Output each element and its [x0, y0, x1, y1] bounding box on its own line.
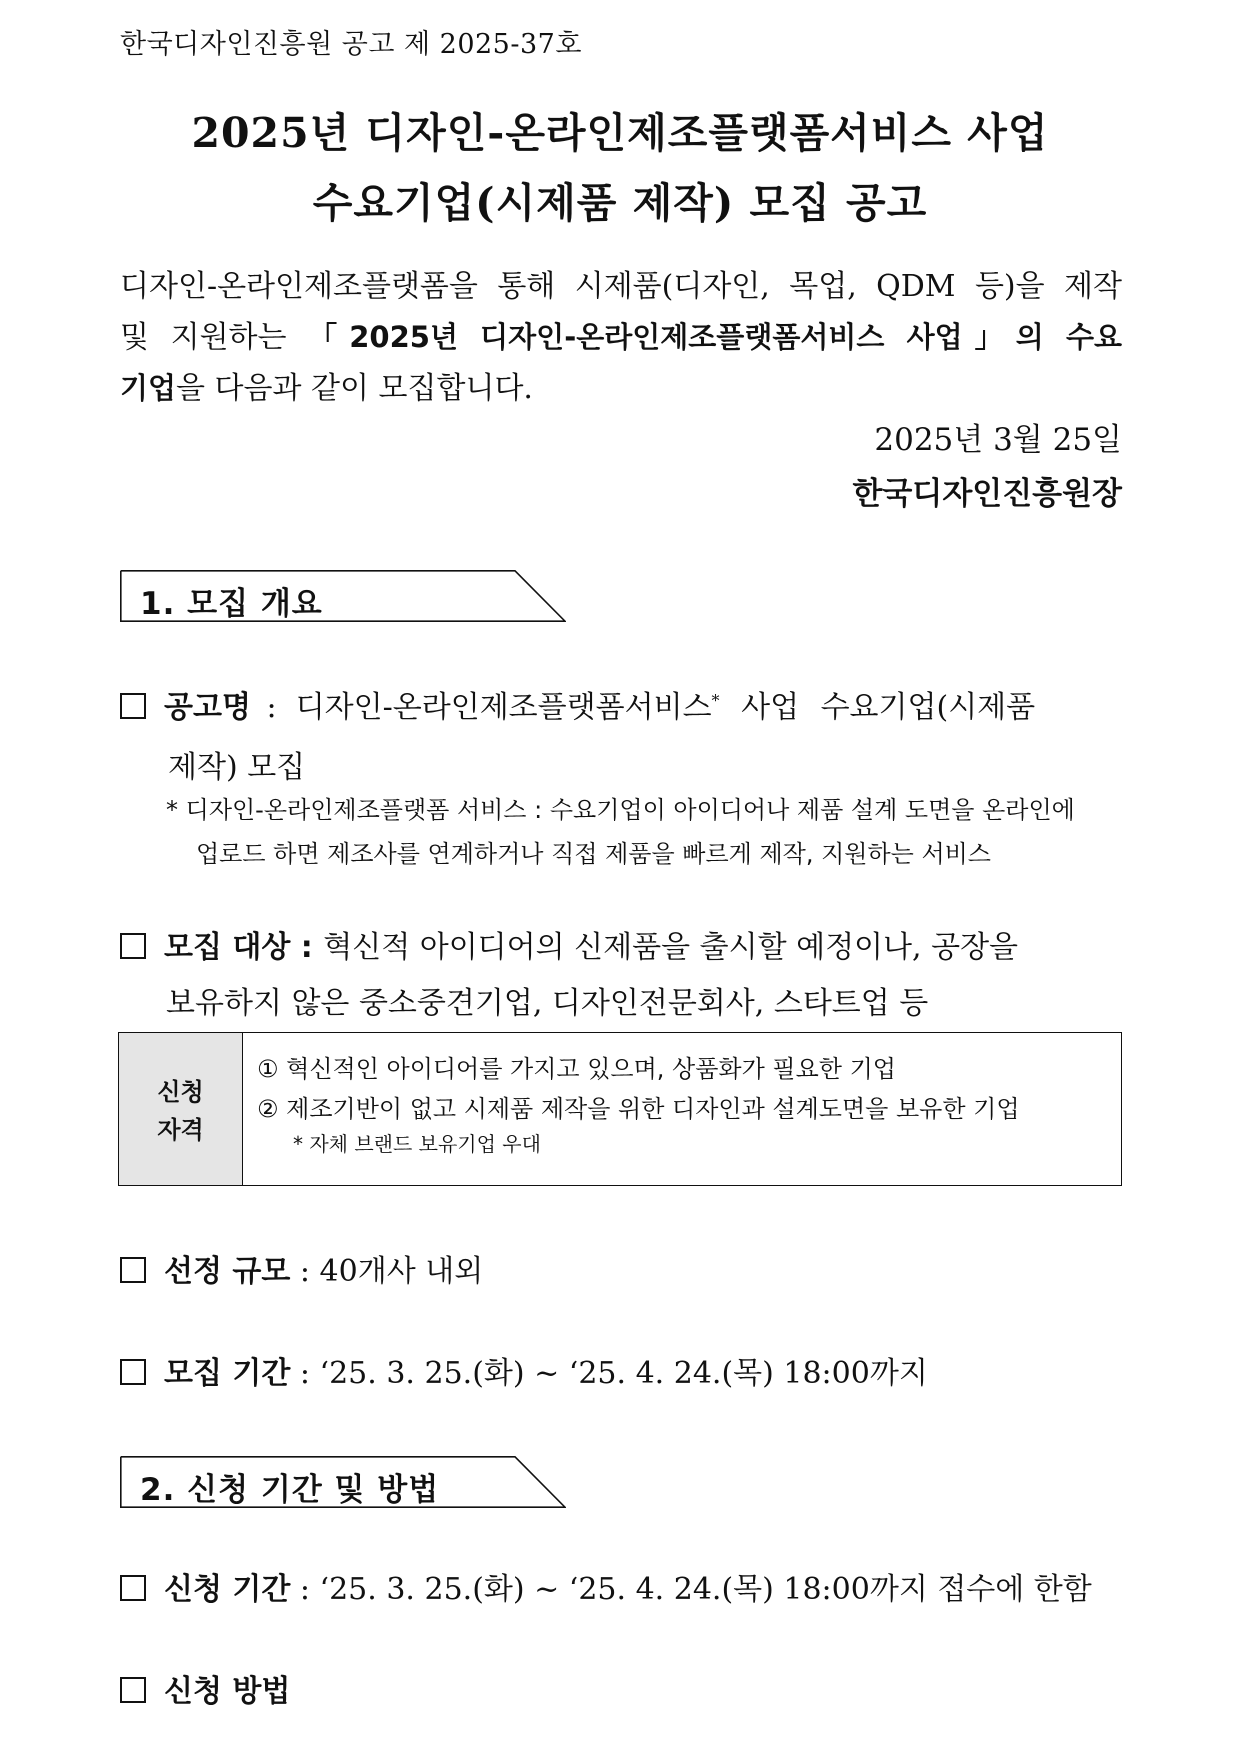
qualification-header-line2: 자격	[157, 1116, 204, 1144]
footnote-marker: *	[711, 691, 720, 710]
footnote-line1: * 디자인-온라인제조플랫폼 서비스 : 수요기업이 아이디어나 제품 설계 도면을 온라인에	[166, 796, 1075, 824]
qualification-table	[118, 1032, 1122, 1186]
checkbox-icon	[120, 693, 146, 719]
intro-line3-text: 을 다음과 같이 모집합니다.	[176, 371, 533, 406]
notice-name-value-rest: 사업 수요기업(시제품	[719, 690, 1036, 725]
issuing-organization: 한국디자인진흥원장	[852, 476, 1122, 512]
scale-value: : 40개사 내외	[290, 1254, 484, 1289]
section2-heading	[120, 1456, 566, 1508]
checkbox-icon	[120, 1575, 146, 1601]
section1-heading	[120, 570, 566, 622]
notice-number: 한국디자인진흥원 공고 제 2025-37호	[120, 29, 582, 60]
document-title-line2: 수요기업(시제품 제작) 모집 공고	[312, 179, 928, 227]
recruit-period-value: : ‘25. 3. 25.(화) ~ ‘25. 4. 24.(목) 18:00까지	[290, 1356, 928, 1391]
recruit-period-item	[120, 1352, 928, 1396]
notice-name-item	[120, 679, 1035, 730]
intro-project-name: 「2025년 디자인-온라인제조플랫폼서비스 사업」의 수요	[308, 320, 1122, 354]
notice-name-label: 공고명	[164, 690, 251, 725]
target-value: 혁신적 아이디어의 신제품을 출시할 예정이나, 공장을	[323, 930, 1019, 965]
section2-heading-label: 2. 신청 기간 및 방법	[140, 1472, 440, 1508]
qualification-header	[119, 1033, 243, 1185]
notice-name-value: 디자인-온라인제조플랫폼서비스	[295, 690, 712, 725]
target-value-cont: 보유하지 않은 중소중견기업, 디자인전문회사, 스타트업 등	[166, 986, 929, 1021]
intro-line1: 디자인-온라인제조플랫폼을 통해 시제품(디자인, 목업, QDM 등)을 제작	[120, 269, 1122, 304]
document-title-line1: 2025년 디자인-온라인제조플랫폼서비스 사업	[191, 109, 1049, 157]
apply-method-item	[120, 1670, 290, 1714]
apply-period-value: : ‘25. 3. 25.(화) ~ ‘25. 4. 24.(목) 18:00까지 접수에 한함	[290, 1572, 1092, 1607]
scale-item	[120, 1250, 483, 1294]
intro-line2-text: 및 지원하는	[120, 320, 309, 355]
checkbox-icon	[120, 933, 146, 959]
qualification-header-line1: 신청	[157, 1078, 204, 1106]
intro-paragraph	[120, 262, 1122, 414]
intro-line3	[120, 363, 1122, 414]
apply-period-label: 신청 기간	[164, 1572, 291, 1607]
target-item	[120, 926, 1018, 970]
section1-heading-label: 1. 모집 개요	[140, 586, 323, 622]
qualification-body	[257, 1049, 1020, 1159]
target-label: 모집 대상 :	[164, 930, 324, 965]
notice-name-sep: :	[256, 690, 287, 725]
checkbox-icon	[120, 1359, 146, 1385]
scale-label: 선정 규모	[164, 1254, 291, 1289]
recruit-period-label: 모집 기간	[164, 1356, 291, 1391]
intro-line2	[120, 312, 1122, 363]
qualification-item-1: ① 혁신적인 아이디어를 가지고 있으며, 상품화가 필요한 기업	[257, 1055, 896, 1083]
notice-name-value-cont: 제작) 모집	[168, 750, 306, 785]
checkbox-icon	[120, 1677, 146, 1703]
apply-method-label: 신청 방법	[164, 1674, 291, 1709]
qualification-item-2: ② 제조기반이 없고 시제품 제작을 위한 디자인과 설계도면을 보유한 기업	[257, 1095, 1020, 1123]
intro-project-name-end: 기업	[120, 371, 177, 405]
announcement-date: 2025년 3월 25일	[874, 422, 1122, 458]
apply-period-item	[120, 1568, 1092, 1612]
footnote-line2: 업로드 하면 제조사를 연계하거나 직접 제품을 빠르게 제작, 지원하는 서비스	[196, 840, 991, 868]
checkbox-icon	[120, 1257, 146, 1283]
qualification-note: * 자체 브랜드 보유기업 우대	[293, 1132, 541, 1156]
